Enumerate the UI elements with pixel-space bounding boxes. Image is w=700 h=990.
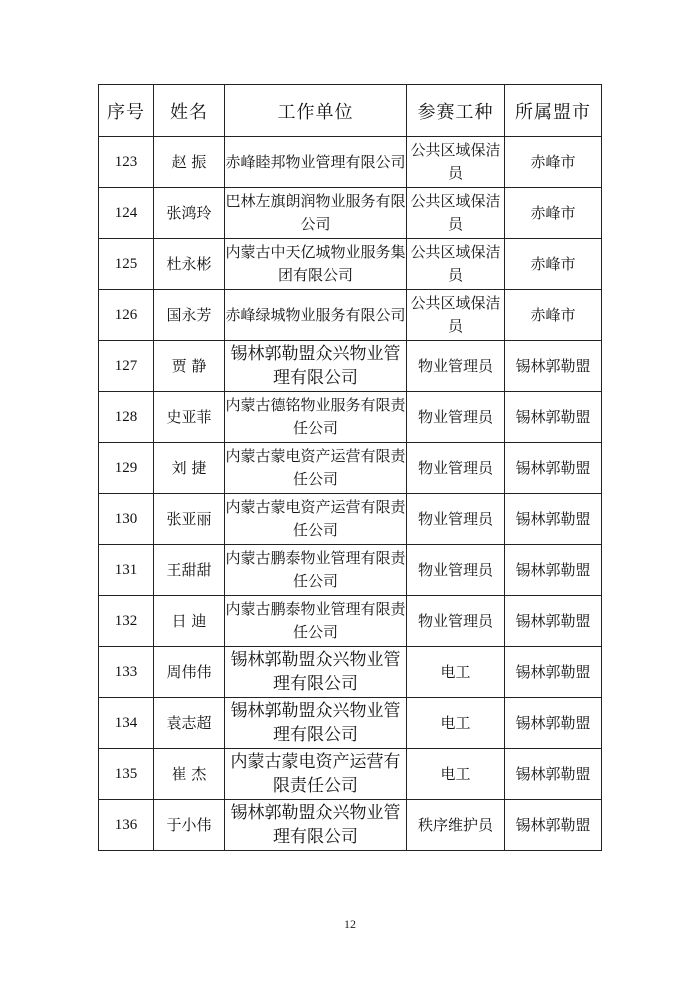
row-unit: 内蒙古鹏泰物业管理有限责任公司 xyxy=(225,545,407,596)
row-trade: 电工 xyxy=(407,698,505,749)
row-city: 锡林郭勒盟 xyxy=(505,494,602,545)
row-trade: 电工 xyxy=(407,749,505,800)
row-unit: 内蒙古鹏泰物业管理有限责任公司 xyxy=(225,596,407,647)
header-city: 所属盟市 xyxy=(505,85,602,137)
row-trade: 公共区域保洁员 xyxy=(407,290,505,341)
row-seq: 127 xyxy=(99,341,154,392)
row-city: 锡林郭勒盟 xyxy=(505,545,602,596)
row-city: 锡林郭勒盟 xyxy=(505,596,602,647)
table-row xyxy=(99,239,602,290)
header-seq: 序号 xyxy=(99,85,154,137)
row-name: 周伟伟 xyxy=(154,647,225,698)
row-trade: 物业管理员 xyxy=(407,545,505,596)
row-trade: 公共区域保洁员 xyxy=(407,188,505,239)
row-city: 锡林郭勒盟 xyxy=(505,749,602,800)
header-trade: 参赛工种 xyxy=(407,85,505,137)
row-seq: 124 xyxy=(99,188,154,239)
row-city: 赤峰市 xyxy=(505,239,602,290)
row-unit: 锡林郭勒盟众兴物业管理有限公司 xyxy=(225,800,407,851)
table-row xyxy=(99,800,602,851)
row-unit: 锡林郭勒盟众兴物业管理有限公司 xyxy=(225,341,407,392)
table-row xyxy=(99,647,602,698)
table-row xyxy=(99,392,602,443)
row-unit: 内蒙古中天亿城物业服务集团有限公司 xyxy=(225,239,407,290)
row-trade: 公共区域保洁员 xyxy=(407,239,505,290)
row-name: 王甜甜 xyxy=(154,545,225,596)
table-row xyxy=(99,749,602,800)
row-name: 张亚丽 xyxy=(154,494,225,545)
header-name: 姓名 xyxy=(154,85,225,137)
row-trade: 物业管理员 xyxy=(407,392,505,443)
row-seq: 123 xyxy=(99,137,154,188)
row-seq: 132 xyxy=(99,596,154,647)
table-row xyxy=(99,596,602,647)
page-number: 12 xyxy=(344,917,356,931)
row-trade: 物业管理员 xyxy=(407,494,505,545)
row-city: 赤峰市 xyxy=(505,290,602,341)
row-city: 锡林郭勒盟 xyxy=(505,392,602,443)
row-city: 锡林郭勒盟 xyxy=(505,647,602,698)
participant-table xyxy=(98,84,602,851)
row-city: 锡林郭勒盟 xyxy=(505,800,602,851)
row-trade: 公共区域保洁员 xyxy=(407,137,505,188)
row-seq: 133 xyxy=(99,647,154,698)
table-row xyxy=(99,290,602,341)
row-unit: 内蒙古蒙电资产运营有限责任公司 xyxy=(225,443,407,494)
header-unit: 工作单位 xyxy=(225,85,407,137)
row-trade: 秩序维护员 xyxy=(407,800,505,851)
row-name: 张鸿玲 xyxy=(154,188,225,239)
row-name: 史亚菲 xyxy=(154,392,225,443)
row-seq: 128 xyxy=(99,392,154,443)
row-unit: 内蒙古德铭物业服务有限责任公司 xyxy=(225,392,407,443)
row-name: 于小伟 xyxy=(154,800,225,851)
row-city: 锡林郭勒盟 xyxy=(505,443,602,494)
row-unit: 锡林郭勒盟众兴物业管理有限公司 xyxy=(225,647,407,698)
row-city: 赤峰市 xyxy=(505,137,602,188)
row-unit: 赤峰绿城物业服务有限公司 xyxy=(225,290,407,341)
row-seq: 126 xyxy=(99,290,154,341)
row-unit: 内蒙古蒙电资产运营有限责任公司 xyxy=(225,494,407,545)
row-name: 刘 捷 xyxy=(154,443,225,494)
table-row xyxy=(99,698,602,749)
row-name: 日 迪 xyxy=(154,596,225,647)
row-unit: 内蒙古蒙电资产运营有限责任公司 xyxy=(225,749,407,800)
table-row xyxy=(99,494,602,545)
row-city: 锡林郭勒盟 xyxy=(505,341,602,392)
row-seq: 131 xyxy=(99,545,154,596)
row-seq: 136 xyxy=(99,800,154,851)
row-seq: 129 xyxy=(99,443,154,494)
row-name: 贾 静 xyxy=(154,341,225,392)
row-name: 杜永彬 xyxy=(154,239,225,290)
row-city: 赤峰市 xyxy=(505,188,602,239)
row-seq: 135 xyxy=(99,749,154,800)
row-unit: 巴林左旗朗润物业服务有限公司 xyxy=(225,188,407,239)
row-name: 赵 振 xyxy=(154,137,225,188)
row-unit: 锡林郭勒盟众兴物业管理有限公司 xyxy=(225,698,407,749)
table-row xyxy=(99,545,602,596)
table-row xyxy=(99,443,602,494)
table-header-row xyxy=(99,85,602,137)
row-seq: 130 xyxy=(99,494,154,545)
row-city: 锡林郭勒盟 xyxy=(505,698,602,749)
row-trade: 物业管理员 xyxy=(407,443,505,494)
row-seq: 125 xyxy=(99,239,154,290)
row-name: 国永芳 xyxy=(154,290,225,341)
table-row xyxy=(99,188,602,239)
row-trade: 物业管理员 xyxy=(407,596,505,647)
row-name: 袁志超 xyxy=(154,698,225,749)
row-seq: 134 xyxy=(99,698,154,749)
row-trade: 电工 xyxy=(407,647,505,698)
table-row xyxy=(99,341,602,392)
row-unit: 赤峰睦邦物业管理有限公司 xyxy=(225,137,407,188)
table-row xyxy=(99,137,602,188)
row-trade: 物业管理员 xyxy=(407,341,505,392)
row-name: 崔 杰 xyxy=(154,749,225,800)
